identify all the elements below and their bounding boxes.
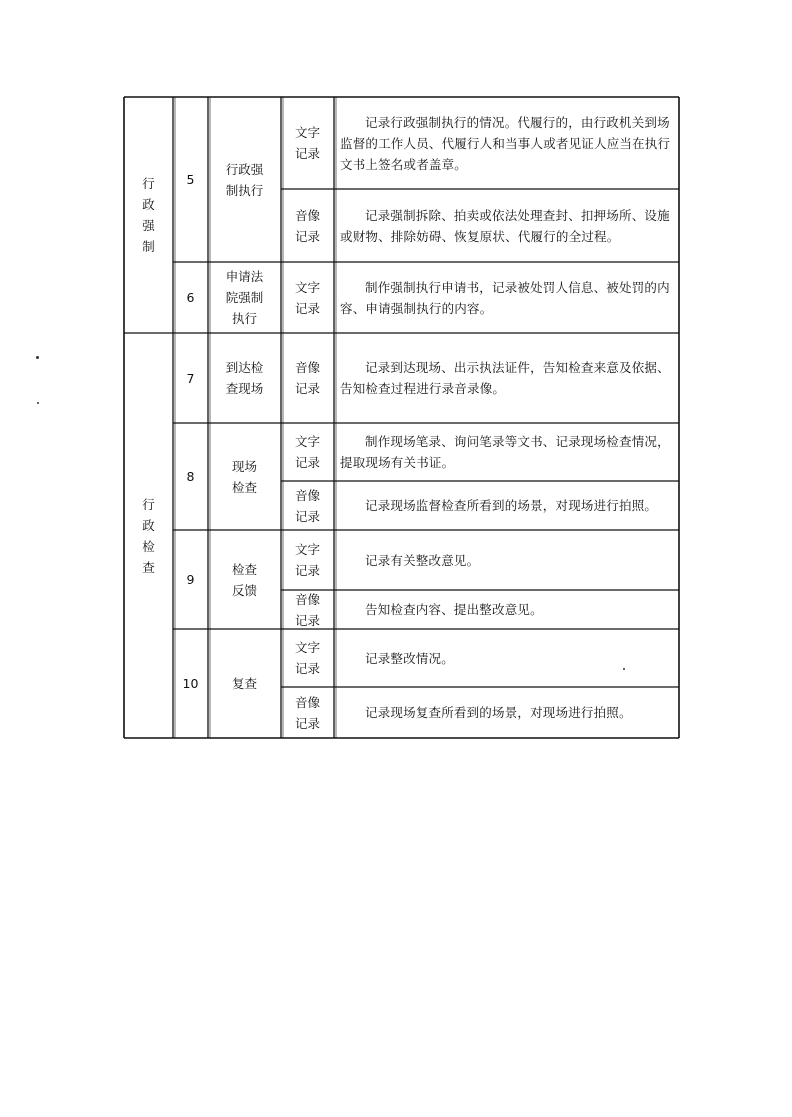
record-description-text: 告知检查内容、提出整改意见。 — [365, 602, 543, 617]
item-name — [208, 423, 281, 530]
item-name-text: 复查 — [231, 676, 257, 691]
record-type-text: 文字 记录 — [294, 279, 320, 316]
item-number — [173, 333, 208, 423]
item-number — [173, 530, 208, 629]
record-description-text: 记录现场复查所看到的场景，对现场进行拍照。 — [365, 705, 632, 720]
category-cell — [124, 97, 173, 333]
record-type-text: 音像 记录 — [294, 694, 320, 731]
record-description — [334, 333, 679, 423]
record-type-text: 音像 记录 — [294, 207, 320, 244]
item-number-text: 6 — [186, 290, 195, 305]
record-description — [334, 262, 679, 333]
record-type — [281, 262, 334, 333]
record-description-text: 记录强制拆除、拍卖或依法处理查封、扣押场所、设施或财物、排除妨碍、恢复原状、代履行的全过程。 — [340, 207, 670, 244]
item-number — [173, 97, 208, 262]
record-type — [281, 423, 334, 481]
category-cell — [124, 333, 173, 738]
record-description — [334, 590, 679, 629]
item-name-text: 行政强 制执行 — [225, 161, 264, 198]
item-name — [208, 333, 281, 423]
record-description — [334, 530, 679, 590]
item-name-text: 检查 反馈 — [231, 561, 257, 598]
item-number — [173, 629, 208, 738]
category-cell-text: 行 政 检 查 — [142, 496, 155, 575]
item-name — [208, 97, 281, 262]
record-description — [334, 189, 679, 262]
record-description-text: 制作现场笔录、询问笔录等文书、记录现场检查情况，提取现场有关书证。 — [340, 434, 670, 470]
record-description — [334, 97, 679, 189]
record-description-text: 记录现场监督检查所看到的场景，对现场进行拍照。 — [365, 498, 658, 513]
record-type — [281, 629, 334, 687]
item-number-text: 7 — [186, 370, 195, 386]
record-type-text: 文字 记录 — [294, 640, 320, 676]
item-name — [208, 629, 281, 738]
scan-speck — [36, 356, 39, 359]
item-name-text: 申请法 院强制 执行 — [225, 269, 264, 326]
record-type — [281, 590, 334, 629]
record-type — [281, 481, 334, 530]
scan-speck — [37, 402, 39, 404]
item-name-text: 现场 检查 — [231, 458, 257, 495]
record-type-text: 音像 记录 — [294, 591, 320, 628]
item-number-text: 5 — [186, 172, 195, 187]
item-number-text: 8 — [186, 469, 195, 484]
record-type-text: 文字 记录 — [294, 542, 320, 578]
item-number-text: 9 — [186, 572, 195, 587]
record-type-text: 文字 记录 — [294, 125, 320, 161]
record-description-text: 记录有关整改意见。 — [365, 552, 480, 568]
record-description — [334, 687, 679, 738]
item-number — [173, 423, 208, 530]
item-number — [173, 262, 208, 333]
record-type-text: 音像 记录 — [294, 487, 320, 524]
item-number-text: 10 — [182, 676, 199, 691]
item-name — [208, 262, 281, 333]
record-type — [281, 97, 334, 189]
item-name-text: 到达检 查现场 — [225, 360, 264, 396]
record-type-text: 文字 记录 — [294, 434, 320, 470]
scan-speck — [623, 668, 625, 670]
item-name — [208, 530, 281, 629]
record-description — [334, 481, 679, 530]
record-description-text: 记录到达现场、出示执法证件，告知检查来意及依据、告知检查过程进行录音录像。 — [340, 360, 670, 396]
record-description — [334, 423, 679, 481]
record-description-text: 记录整改情况。 — [365, 650, 454, 666]
record-type — [281, 189, 334, 262]
category-cell-text: 行 政 强 制 — [142, 176, 155, 254]
record-type — [281, 333, 334, 423]
record-type-text: 音像 记录 — [294, 360, 320, 396]
record-description — [334, 629, 679, 687]
record-description-text: 记录行政强制执行的情况。代履行的，由行政机关到场监督的工作人员、代履行人和当事人或者见证人应当在执行文书上签名或者盖章。 — [340, 114, 671, 172]
record-type — [281, 530, 334, 590]
record-type — [281, 687, 334, 738]
record-description-text: 制作强制执行申请书，记录被处罚人信息、被处罚的内容、申请强制执行的内容。 — [340, 279, 670, 316]
